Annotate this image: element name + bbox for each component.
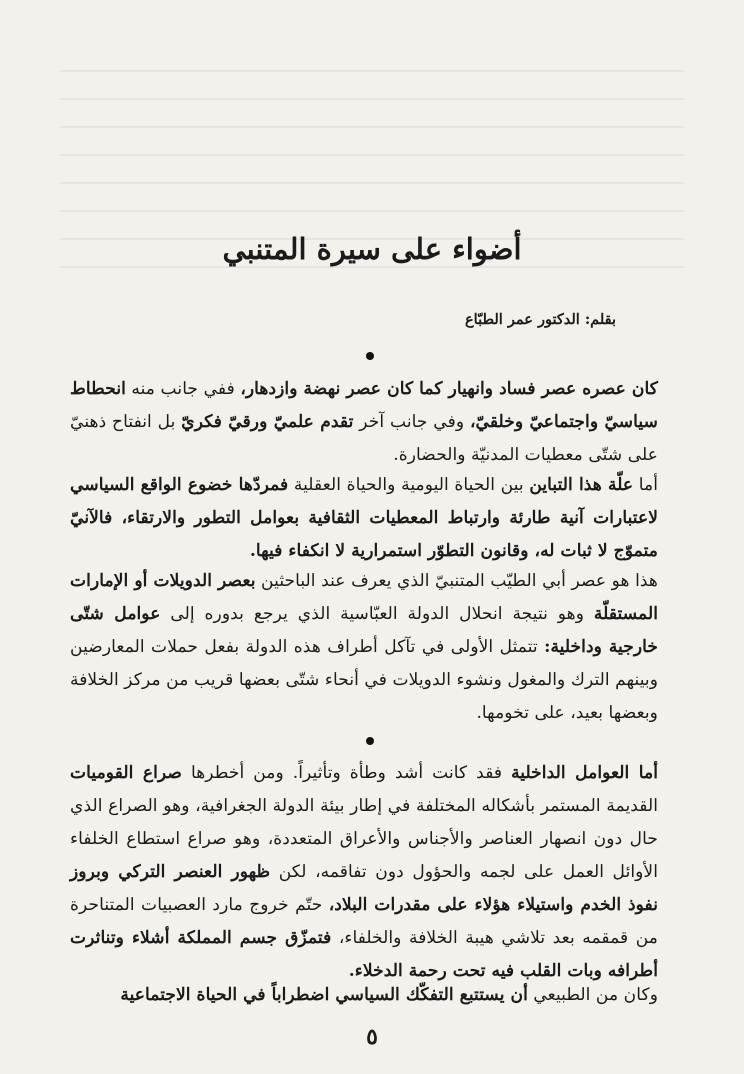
text-run: وهو نتيجة انحلال الدولة العبّاسية الذي يرجع بدوره إلى bbox=[160, 604, 594, 624]
author-byline: بقلم: الدكتور عمر الطبّاع bbox=[465, 311, 616, 328]
bold-text-run: أن يستتبع التفكّك السياسي اضطراباً في الحياة الاجتماعية bbox=[120, 985, 528, 1005]
text-run: تتمثل الأولى في تآكل أطراف هذه الدولة بفعل حملات المعارضين وبينهم الترك والمغول ونشوء الدويلات في أنحاء شتّى بعضها قريب من مركز الخلافة وبعضها بعيد، على تخومها. bbox=[70, 637, 658, 723]
bold-text-run: ظهور العنصر التركي وبروز نفوذ الخدم واستيلاء هؤلاء على مقدرات البلاد، bbox=[70, 862, 659, 915]
bold-text-run: انحطاط سياسيّ واجتماعيّ وخلقيّ، bbox=[70, 379, 659, 432]
section-divider-dot bbox=[366, 737, 374, 745]
page-title: أضواء على سيرة المتنبي bbox=[222, 232, 522, 266]
text-run: بل انفتاح ذهنيّ على شتّى معطيات المدنيّة والحضارة. bbox=[70, 412, 658, 465]
text-run: أما bbox=[633, 475, 659, 495]
text-run: بين الحياة اليومية والحياة العقلية bbox=[288, 475, 530, 495]
text-run: فقد كانت أشد وطأة وتأثيراً. ومن أخطرها bbox=[182, 763, 512, 783]
text-run: القديمة المستمر بأشكاله المختلفة في إطار بيئة الدولة الجغرافية، وهو الصراع الذي حال دون انصهار العناصر والأجناس والأعراق المتعددة، وهو صراع استطاع الخلفاء الأوائل العمل على لجمه والحؤول دون تفاقمه، لكن bbox=[70, 796, 659, 882]
bold-text-run: أما العوامل الداخلية bbox=[511, 763, 658, 783]
bold-text-run: فمردّها خضوع الواقع السياسي لاعتبارات آنية طارئة وارتباط المعطيات الثقافية بعوامل التطور والارتقاء، فالآنيّ متموّج لا ثبات له، وقانون التطوّر استمرارية لا انكفاء فيها. bbox=[70, 475, 658, 561]
text-run: ففي جانب منه bbox=[125, 379, 241, 399]
page-number: ٥ bbox=[366, 1024, 378, 1050]
bold-text-run: صراع القوميات bbox=[70, 763, 182, 783]
text-run: هذا هو عصر أبي الطيّب المتنبيّ الذي يعرف عند الباحثين bbox=[255, 571, 658, 591]
paragraph bbox=[70, 373, 658, 473]
text-run: وكان من الطبيعي bbox=[527, 985, 658, 1005]
bold-text-run: عوامل شتّى خارجية وداخلية: bbox=[70, 604, 659, 657]
paragraph bbox=[70, 979, 658, 1014]
text-run: وفي جانب آخر bbox=[353, 412, 470, 432]
paragraph bbox=[70, 757, 658, 987]
paragraph bbox=[70, 565, 658, 730]
bold-text-run: علّة هذا التباين bbox=[529, 475, 634, 495]
bold-text-run: تقدم علميّ ورقيّ فكريّ bbox=[181, 412, 354, 432]
text-run: حتّم خروج مارد العصبيات المتناحرة من قمقمه بعد تلاشي هيبة الخلافة والخلفاء، bbox=[70, 895, 658, 948]
section-divider-dot bbox=[366, 352, 374, 360]
bold-text-run: فتمزّق جسم المملكة أشلاء وتناثرت أطرافه وبات القلب فيه تحت رحمة الدخلاء. bbox=[70, 928, 658, 981]
bold-text-run: كان عصره عصر فساد وانهيار كما كان عصر نهضة وازدهار، bbox=[240, 379, 658, 399]
bold-text-run: بعصر الدويلات أو الإمارات المستقلّة bbox=[70, 571, 658, 624]
paragraph bbox=[70, 469, 658, 569]
